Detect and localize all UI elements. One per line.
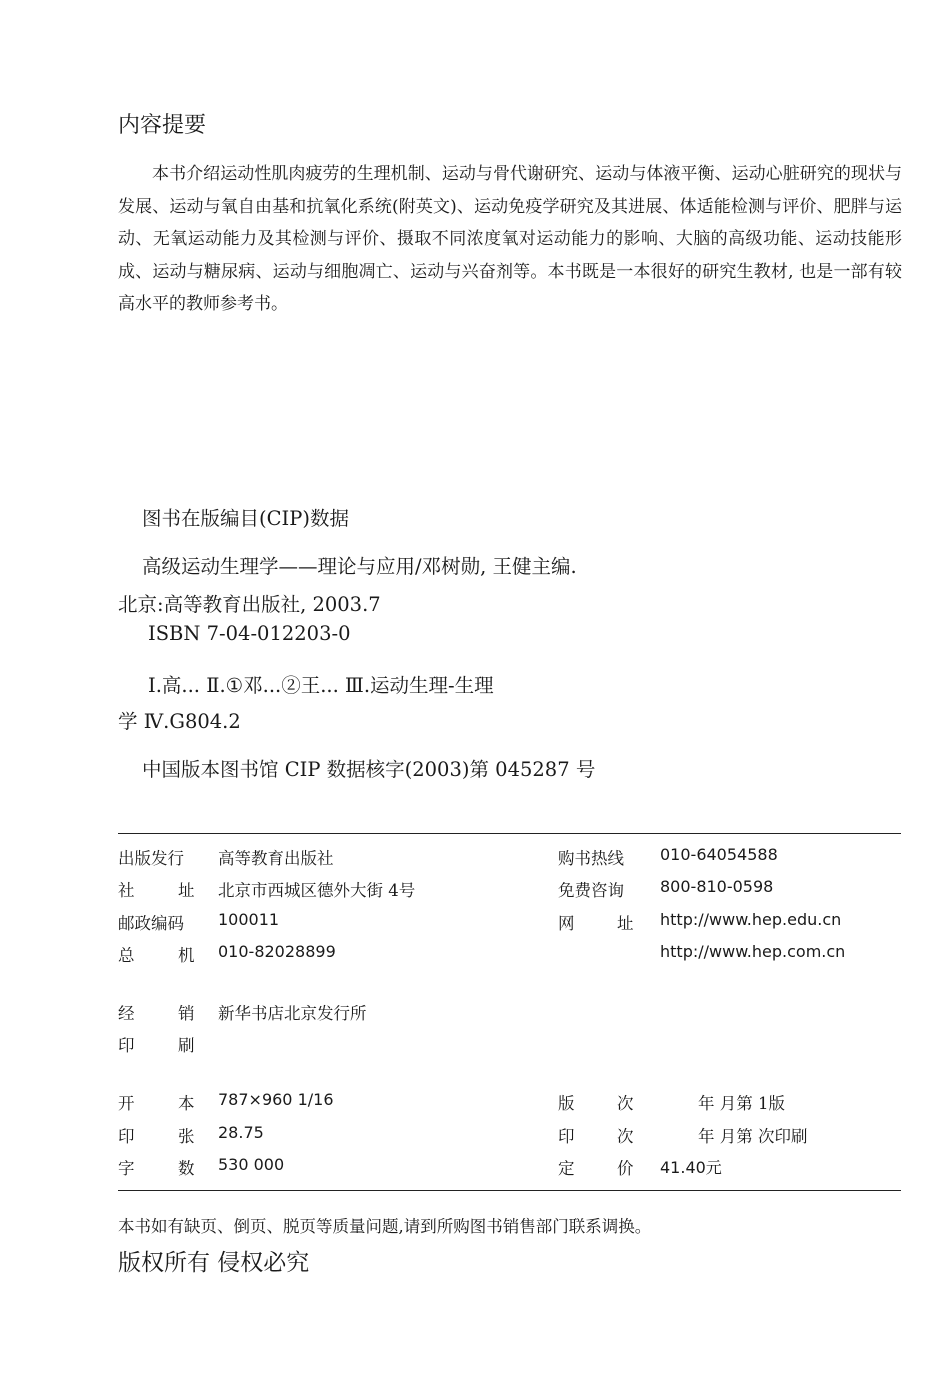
address-label-a: 社 <box>118 881 135 900</box>
address-label-b: 址 <box>178 881 195 900</box>
cip-classification-line-2: 学 Ⅳ.G804.2 <box>118 710 241 733</box>
price-label-a: 定 <box>558 1159 575 1178</box>
summary-paragraph <box>118 158 902 321</box>
consult-value: 800-810-0598 <box>660 877 774 896</box>
address-value: 北京市西城区德外大街 4号 <box>218 881 416 900</box>
hotline-value: 010-64054588 <box>660 845 778 864</box>
word-count-label-a: 字 <box>118 1159 135 1178</box>
format-label-a: 开 <box>118 1094 135 1113</box>
website-label-b: 址 <box>617 914 634 933</box>
copyright-notice: 版权所有 侵权必究 <box>118 1250 310 1276</box>
word-count-label-b: 数 <box>178 1159 195 1178</box>
printer-label-b: 刷 <box>178 1036 195 1055</box>
summary-heading: 内容提要 <box>118 113 207 138</box>
printing-label-b: 次 <box>617 1127 634 1146</box>
sheets-value: 28.75 <box>218 1123 264 1142</box>
distributor-label-b: 销 <box>178 1004 195 1023</box>
edition-label-a: 版 <box>558 1094 575 1113</box>
distributor-value: 新华书店北京发行所 <box>218 1004 367 1023</box>
publisher-value: 高等教育出版社 <box>218 849 334 868</box>
cip-classification-line-1: Ⅰ.高... Ⅱ.①邓...②王... Ⅲ.运动生理-生理 <box>148 674 494 697</box>
printing-value: 年 月第 次印刷 <box>698 1127 808 1146</box>
quality-notice: 本书如有缺页、倒页、脱页等质量问题,请到所购图书销售部门联系调换。 <box>118 1217 652 1236</box>
format-label-b: 本 <box>178 1094 195 1113</box>
sheets-label-a: 印 <box>118 1127 135 1146</box>
hotline-label: 购书热线 <box>558 849 624 868</box>
website-value-1: http://www.hep.edu.cn <box>660 910 842 929</box>
cip-publisher-line: 北京:高等教育出版社, 2003.7 <box>118 593 381 616</box>
printing-label-a: 印 <box>558 1127 575 1146</box>
website-label-a: 网 <box>558 914 575 933</box>
sheets-label-b: 张 <box>178 1127 195 1146</box>
cip-title-line: 高级运动生理学——理论与应用/邓树勋, 王健主编. <box>142 555 577 578</box>
price-value: 41.40元 <box>660 1158 722 1177</box>
switchboard-value: 010-82028899 <box>218 942 336 961</box>
cip-isbn: ISBN 7-04-012203-0 <box>148 622 351 645</box>
table-top-rule <box>118 833 901 834</box>
printer-label-a: 印 <box>118 1036 135 1055</box>
edition-value: 年 月第 1版 <box>698 1094 785 1113</box>
consult-label: 免费咨询 <box>558 881 624 900</box>
price-label-b: 价 <box>617 1159 634 1178</box>
postcode-value: 100011 <box>218 910 280 929</box>
distributor-label-a: 经 <box>118 1004 135 1023</box>
publisher-label: 出版发行 <box>118 849 184 868</box>
cip-heading: 图书在版编目(CIP)数据 <box>142 507 349 530</box>
postcode-label: 邮政编码 <box>118 914 184 933</box>
table-bottom-rule <box>118 1190 901 1191</box>
cip-record-number: 中国版本图书馆 CIP 数据核字(2003)第 045287 号 <box>142 758 596 781</box>
word-count-value: 530 000 <box>218 1155 285 1174</box>
switchboard-label-a: 总 <box>118 946 135 965</box>
edition-label-b: 次 <box>617 1094 634 1113</box>
switchboard-label-b: 机 <box>178 946 195 965</box>
website-value-2: http://www.hep.com.cn <box>660 942 846 961</box>
format-value: 787×960 1/16 <box>218 1090 334 1109</box>
summary-text: 本书介绍运动性肌肉疲劳的生理机制、运动与骨代谢研究、运动与体液平衡、运动心脏研究的现状与发展、运动与氧自由基和抗氧化系统(附英文)、运动免疫学研究及其进展、体适能检测与评价、肥胖与运动、无氧运动能力及其检测与评价、摄取不同浓度氧对运动能力的影响、大脑的高级功能、运动技能形成、运动与糖尿病、运动与细胞凋亡、运动与兴奋剂等。本书既是一本很好的研究生教材, 也是一部有较高水平的教师参考书。 <box>118 164 902 314</box>
